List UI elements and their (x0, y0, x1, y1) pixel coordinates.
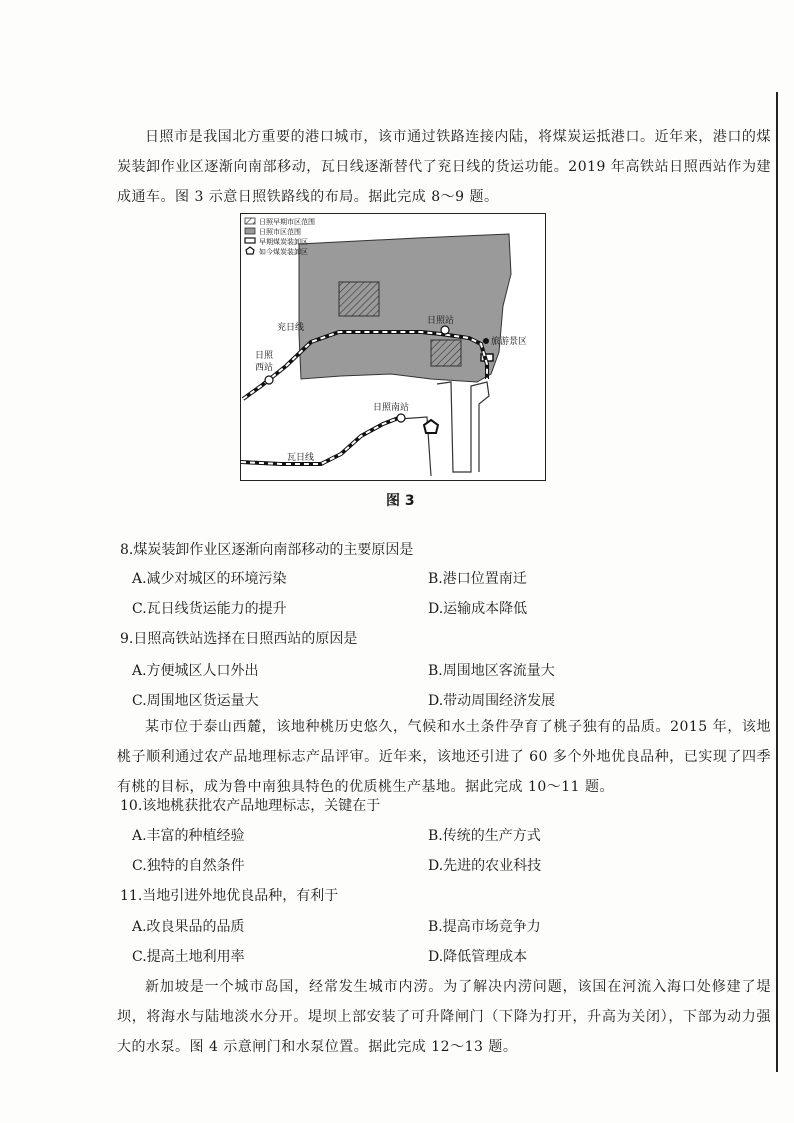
current-coal-area (424, 420, 438, 433)
question-10-option-b: B.传统的生产方式 (428, 828, 541, 844)
question-11-option-c: C.提高土地利用率 (132, 949, 245, 965)
legend-early-coal: 早期煤炭装卸区 (259, 238, 308, 246)
tourist-area-icon (483, 338, 489, 344)
figure-caption: 图 3 (386, 493, 415, 509)
page-edge-line (776, 92, 778, 1072)
label-tourist-area: 旅游景区 (491, 337, 528, 347)
label-yanri-line: 兖日线 (277, 323, 305, 333)
question-8-stem: 8.煤炭装卸作业区逐渐向南部移动的主要原因是 (120, 542, 414, 558)
west-station-icon (265, 376, 273, 384)
south-station-icon (397, 414, 405, 422)
question-11-stem: 11.当地引进外地优良品种，有利于 (120, 888, 339, 904)
port-outline (437, 382, 489, 472)
question-8-option-b: B.港口位置南迁 (428, 571, 527, 587)
question-10-option-c: C.独特的自然条件 (132, 858, 245, 874)
legend-early-city: 日照早期市区范围 (259, 218, 315, 226)
question-8-option-a: A.减少对城区的环境污染 (132, 571, 287, 587)
early-district-east (431, 340, 461, 366)
label-rizhao-station: 日照站 (427, 316, 455, 326)
legend-city: 日照市区范围 (259, 228, 301, 236)
label-south-station: 日照南站 (373, 403, 410, 413)
question-10-stem: 10.该地桃获批农产品地理标志，关键在于 (120, 798, 381, 814)
question-9-option-c: C.周围地区货运量大 (132, 693, 259, 709)
early-district-north (339, 282, 379, 316)
label-west-station-1: 日照 (255, 351, 274, 361)
question-11-option-b: B.提高市场竞争力 (428, 919, 541, 935)
question-9-stem: 9.日照高铁站选择在日照西站的原因是 (120, 631, 358, 647)
question-11-option-d: D.降低管理成本 (428, 949, 528, 965)
rail-map-figure (240, 213, 546, 481)
question-11-option-a: A.改良果品的品质 (132, 919, 245, 935)
label-west-station-2: 西站 (255, 363, 274, 373)
wari-railway (241, 417, 401, 464)
rail-map-svg (241, 214, 545, 480)
question-9-option-a: A.方便城区人口外出 (132, 663, 259, 679)
intro-paragraph-3: 新加坡是一个城市岛国，经常发生城市内涝。为了解决内涝问题，该国在河流入海口处修建了堤坝，将海水与陆地淡水分开。堤坝上部安装了可升降闸门（下降为打开，升高为关闭），下部为动力强大的水泵。图 4 示意闸门和水泵位置。据此完成 12～13 题。 (117, 979, 771, 1055)
intro-paragraph-2: 某市位于泰山西麓，该地种桃历史悠久，气候和水土条件孕育了桃子独有的品质。2015 年，该地桃子顺利通过农产品地理标志产品评审。近年来，该地还引进了 60 多个外地优良品种，已实现了四季有桃的目标，成为鲁中南独具特色的优质桃生产基地。据此完成 10～11 题。 (117, 719, 771, 795)
city-area (299, 234, 511, 382)
question-8-option-d: D.运输成本降低 (428, 601, 528, 617)
question-8-option-c: C.瓦日线货运能力的提升 (132, 601, 287, 617)
question-9-option-b: B.周围地区客流量大 (428, 663, 555, 679)
question-10-option-a: A.丰富的种植经验 (132, 828, 245, 844)
intro-paragraph-1: 日照市是我国北方重要的港口城市，该市通过铁路连接内陆，将煤炭运抵港口。近年来，港口的煤炭装卸作业区逐渐向南部移动，瓦日线逐渐替代了兖日线的货运功能。2019 年高铁站日照西站作为建成通车。图 3 示意日照铁路线的布局。据此完成 8～9 题。 (117, 129, 771, 205)
label-wari-line: 瓦日线 (287, 453, 315, 463)
question-10-option-d: D.先进的农业科技 (428, 858, 542, 874)
question-9-option-d: D.带动周围经济发展 (428, 693, 556, 709)
rizhao-station-icon (441, 326, 449, 334)
legend-current-coal: 如今煤炭装卸区 (259, 248, 308, 256)
